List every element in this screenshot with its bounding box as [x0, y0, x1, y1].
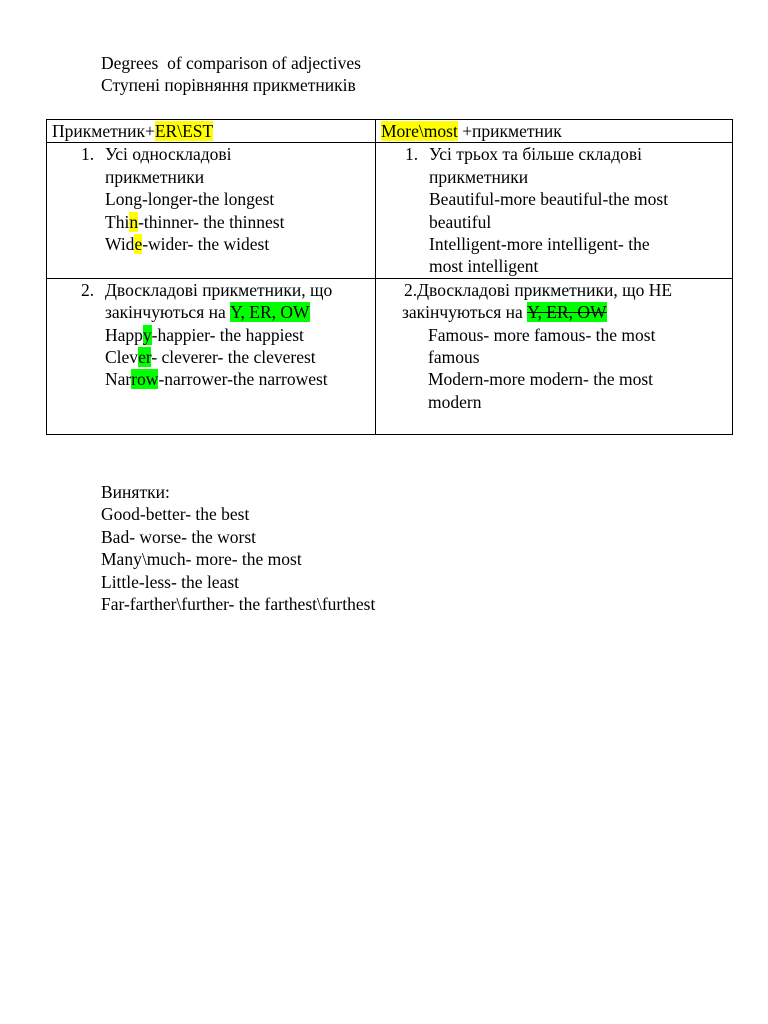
- example-line: [105, 346, 332, 368]
- header-er-est-highlight: ER\EST: [154, 121, 214, 141]
- example-part: Wid: [105, 234, 135, 255]
- example-part: -happier- the happiest: [151, 324, 304, 345]
- example-line: [105, 211, 284, 233]
- list-number: 1.: [405, 144, 419, 165]
- document-heading: [101, 52, 361, 97]
- table-header-row: [47, 120, 733, 143]
- title-english: Degrees of comparison of adjectives: [101, 53, 361, 73]
- example-part: -thinner- the thinnest: [138, 211, 285, 232]
- example-line: modern: [428, 391, 482, 412]
- rule-text: Усі трьох та більше складові: [429, 144, 642, 165]
- ending-strikethrough-highlight: Y, ER, OW: [527, 302, 607, 323]
- rule-part: закінчуються на: [105, 302, 231, 323]
- table-row: [47, 143, 733, 278]
- rule-text: Усі односкладові: [105, 144, 232, 165]
- rule-text: 2.Двоскладові прикметники, що НЕ: [404, 279, 673, 300]
- rule-text: прикметники: [429, 166, 529, 187]
- list-number: 2.: [81, 279, 95, 300]
- example-highlight: e: [134, 234, 143, 255]
- example-line: [105, 368, 332, 390]
- example-line: Beautiful-more beautiful-the most: [429, 189, 669, 210]
- header-er-est: [47, 120, 376, 143]
- example-line: Modern-more modern- the most: [428, 369, 654, 390]
- header-more-most-highlight: More\most: [381, 121, 458, 141]
- cell-two-syllable-not-er: [376, 278, 733, 434]
- title-ukrainian: Ступені порівняння прикметників: [101, 75, 356, 96]
- list-number: 1.: [81, 144, 95, 165]
- exception-item: Bad- worse- the worst: [101, 526, 257, 547]
- ending-highlight: Y, ER, OW: [230, 302, 310, 323]
- example-line: Intelligent-more intelligent- the: [429, 234, 650, 255]
- rule-part: закінчуються на: [402, 302, 528, 323]
- example-part: - cleverer- the cleverest: [151, 347, 316, 368]
- cell-two-syllable-er: [47, 278, 376, 434]
- rule-text: Двоскладові прикметники, що: [105, 279, 333, 300]
- rule-text: прикметники: [105, 166, 205, 187]
- example-part: Thi: [105, 211, 130, 232]
- example-highlight: y: [142, 324, 152, 345]
- exception-item: Little-less- the least: [101, 571, 240, 592]
- rule-text: [402, 301, 732, 323]
- comparison-table: [46, 119, 733, 435]
- exception-item: Far-farther\further- the farthest\furthest: [101, 594, 376, 615]
- example-part: Nar: [105, 369, 132, 390]
- cell-three-syllable: [376, 143, 733, 278]
- cell-one-syllable: [47, 143, 376, 278]
- example-part: -wider- the widest: [142, 234, 270, 255]
- example-line: [105, 324, 332, 346]
- header-more-most-text: +прикметник: [457, 121, 562, 141]
- header-more-most: [376, 120, 733, 143]
- exception-item: Many\much- more- the most: [101, 549, 302, 570]
- example-line: famous: [428, 347, 480, 368]
- header-er-est-text: Прикметник+: [52, 121, 155, 141]
- exceptions-section: [101, 481, 375, 615]
- example-line: Famous- more famous- the most: [428, 324, 656, 345]
- example-part: Clev: [105, 347, 139, 368]
- rule-text: [105, 301, 332, 323]
- example-part: -narrower-the narrowest: [158, 369, 328, 390]
- example-line: Long-longer-the longest: [105, 189, 275, 210]
- example-part: Happ: [105, 324, 143, 345]
- example-line: most intelligent: [429, 256, 539, 277]
- table-row: [47, 278, 733, 434]
- example-highlight: row: [131, 369, 159, 390]
- example-line: [105, 233, 284, 255]
- exceptions-title: Винятки:: [101, 482, 170, 502]
- exception-item: Good-better- the best: [101, 504, 250, 525]
- example-line: beautiful: [429, 211, 492, 232]
- example-highlight: n: [129, 211, 139, 232]
- example-highlight: er: [138, 347, 152, 368]
